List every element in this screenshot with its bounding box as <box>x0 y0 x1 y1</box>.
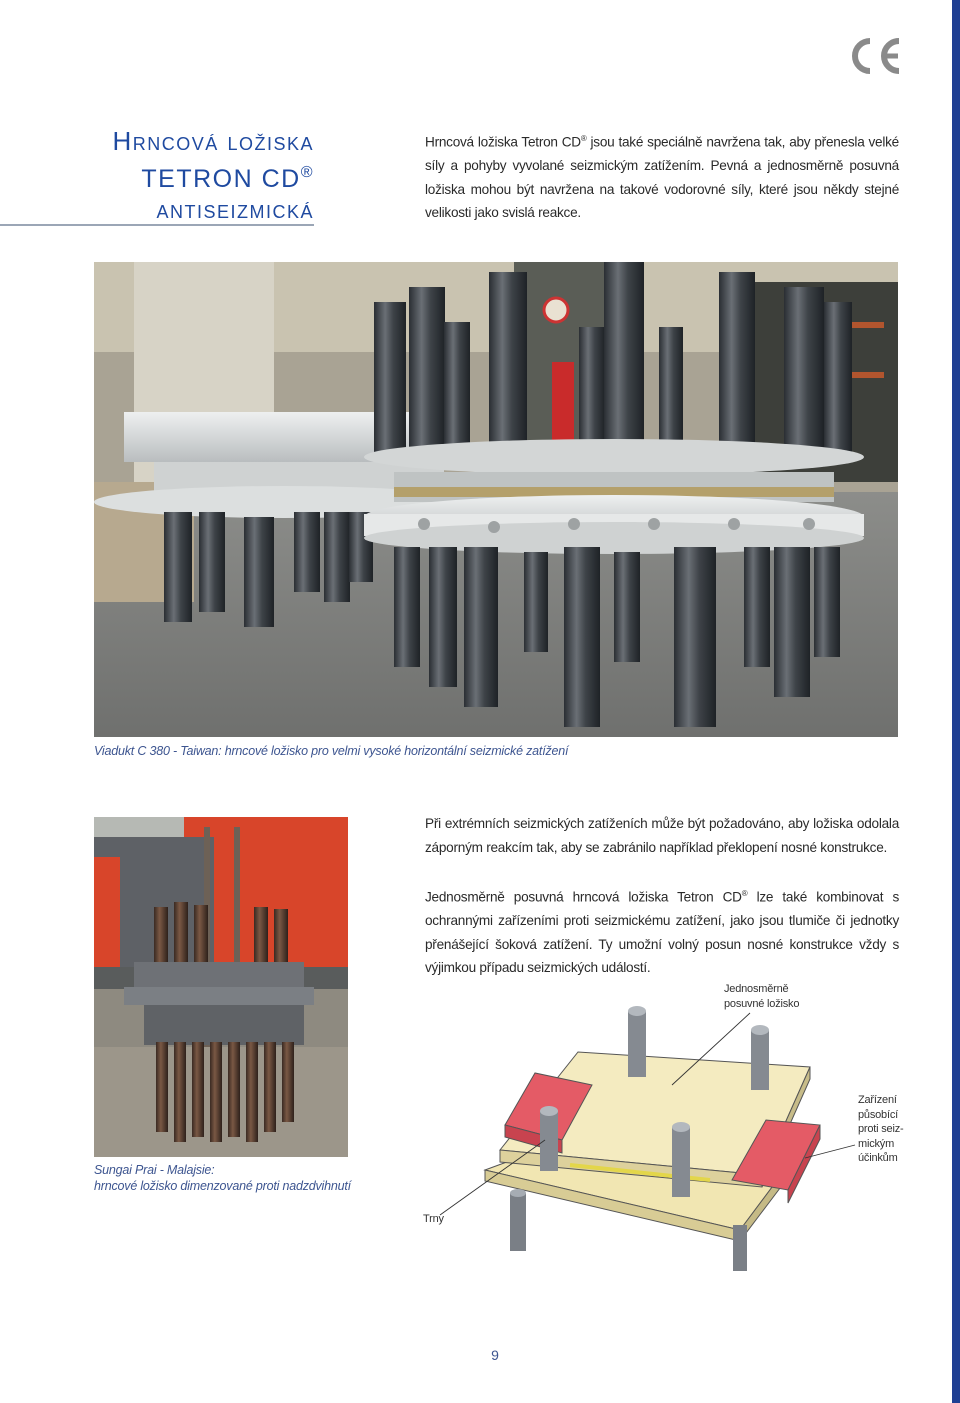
intro-text-b: jsou také speciálně navržena tak, aby přenesla velké síly a pohyby vyvolané seizmickým zatížením. Pevná a jednosměrně posuvná ložiska mohou být navržena na takové vodorovné síly, které jsou někdy stejné velikosti jako svislá reakce. <box>425 134 899 221</box>
label-seis-line-5: účinkům <box>858 1152 898 1164</box>
registered-mark: ® <box>300 164 314 181</box>
label-uni-line-2: posuvné ložisko <box>724 997 800 1010</box>
title-divider <box>0 224 314 226</box>
seismic-registered: ® <box>741 889 748 898</box>
label-unidirectional-bearing <box>724 982 804 1011</box>
label-seis-line-3: proti seiz- <box>858 1123 904 1135</box>
seismic-text-a: Jednosměrně posuvná hrncová ložiska Tetron CD <box>425 889 742 905</box>
crane-caption-line-2: hrncové ložisko dimenzované proti nadzdvihnutí <box>94 1179 351 1193</box>
title-line-1: Hrncová ložiska <box>112 126 314 156</box>
label-uni-line-1: Jednosměrně <box>724 983 789 995</box>
intro-paragraph <box>425 127 899 225</box>
ce-mark-icon <box>846 34 904 78</box>
page-title <box>28 126 314 226</box>
intro-registered: ® <box>580 134 587 143</box>
viaduct-bearings-photo <box>94 262 898 737</box>
crane-lift-photo <box>94 817 348 1157</box>
label-pins: Trny <box>423 1213 444 1225</box>
crane-photo-caption <box>94 1162 351 1194</box>
bearing-diagram <box>410 975 910 1305</box>
seismic-devices-paragraph <box>425 882 899 980</box>
title-line-2 <box>28 157 314 195</box>
title-product: TETRON CD <box>141 165 301 193</box>
label-seis-line-1: Zařízení <box>858 1094 897 1106</box>
seismic-text-b: lze také kombinovat s ochrannými zařízeními proti seizmickému zatížení, jako jsou tlumiče či jednotky přenášející šoková zatížení. Ty umožní volný posun nosné konstrukce vždy s výjimkou případu seizmických událostí. <box>425 889 899 976</box>
crane-caption-line-1: Sungai Prai - Malajsie: <box>94 1163 215 1177</box>
page-number: 9 <box>491 1347 499 1363</box>
label-seis-line-2: působící <box>858 1108 898 1121</box>
main-photo-caption: Viadukt C 380 - Taiwan: hrncové ložisko pro velmi vysoké horizontální seizmické zatížení <box>94 744 569 758</box>
title-line-3: antiseizmická <box>156 196 314 224</box>
page-edge-bar <box>952 0 960 1403</box>
intro-text-a: Hrncová ložiska Tetron CD <box>425 134 581 150</box>
label-seismic-device <box>858 1093 918 1166</box>
negative-reaction-paragraph: Při extrémních seizmických zatíženích může být požadováno, aby ložiska odolala záporným reakcím tak, aby se zabránilo například překlopení nosné konstrukce. <box>425 816 899 855</box>
label-seis-line-4: mickým <box>858 1137 895 1150</box>
